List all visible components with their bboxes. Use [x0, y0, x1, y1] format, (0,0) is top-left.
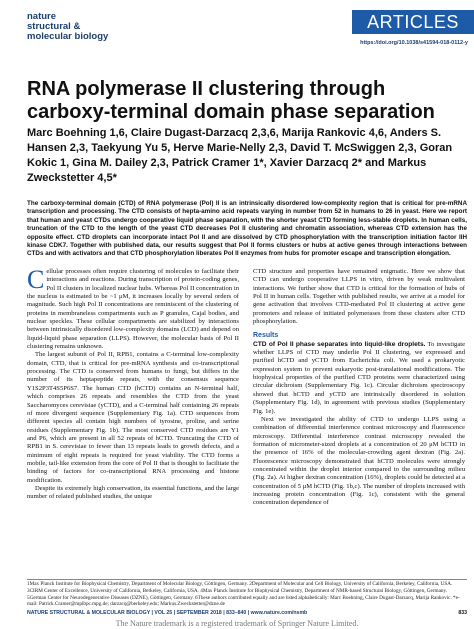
doi-link[interactable]: https://doi.org/10.1038/s41594-018-0112-y: [360, 40, 468, 46]
footnote-divider: [27, 579, 467, 580]
results-text: To investigate whether LLPS of CTD may underlie Pol II clustering, we expressed and purified hCTD and yCTD from Escherichia coli. We used a prokaryotic expression system to prevent eukaryotic post-translational modifications. The biophysical properties of the purified CTD proteins were characterized using circular dichroism (Supplementary Fig. 1c). Circular dichroism spectroscopy showed that hCTD and yCTD are intrinsically disordered in solution (Supplementary Fig. 1d), in agreement with previous studies (Supplementary Fig. 1e).: [253, 340, 466, 415]
section-heading-results: Results: [253, 332, 279, 340]
journal-logo-line1: nature: [27, 11, 57, 22]
intro-paragraph: [27, 265, 239, 351]
journal-logo-line3: molecular biology: [27, 31, 109, 42]
body-paragraph: Despite its extremely high conservation, its essential functions, and the large number of related published studies, the unique: [27, 484, 239, 501]
article-header: [0, 0, 474, 58]
body-paragraph: The largest subunit of Pol II, RPB1, contains a C-terminal low-complexity domain, CTD, that is critical for pre-mRNA synthesis and co-transcriptional processing. The CTD is conserved from humans to fungi, but differs in the number of its heptapeptide repeats, with the consensus sequence Y1S2P3T4S5P6S7. The human CTD (hCTD) contains an N-terminal half, which comprises 26 repeats and resembles the CTD from the yeast Saccharomyces cerevisiae (yCTD), and a C-terminal half containing 26 repeats of more divergent sequence (Supplementary Fig. 1a). CTD sequences from different species all contain high numbers of tyrosine, proline, and serine residues (Supplementary Fig. 1b). The most conserved CTD residues are Y1 and P6, which are present in all 52 repeats of hCTD. Truncating the CTD of RPB1 in S. cerevisiae to fewer than 13 repeats leads to growth defects, and a minimum of eight repeats is required for yeast viability. The CTD forms a mobile, tail-like extension from the core of Pol II that is thought to facilitate the binding of factors for co-transcriptional RNA processing and histone modification.: [27, 351, 239, 484]
page-number: 833: [458, 610, 467, 616]
drop-cap: C: [27, 265, 45, 294]
body-paragraph: Next we investigated the ability of CTD to undergo LLPS using a combination of differential interference contrast microscopy and fluorescence microscopy. Differential interference contrast microscopy revealed the formation of micrometer-sized droplets at a concentration of 20 μM hCTD in the presence of 16% of the molecular-crowding agent dextran (Fig. 2a). Fluorescence microscopy demonstrated that hCTD molecules were strongly concentrated within the droplet interior compared to the surrounding milieu (Fig. 2a). At higher dextran concentration (16%), droplets could be detected at a concentration of 5 μM hCTD (Fig. 1b,c). The number of droplets increased with increasing protein concentration (Fig. 1c), consistent with the general concentration dependence of: [253, 415, 465, 507]
journal-logo[interactable]: [27, 12, 108, 42]
section-tab: ARTICLES: [352, 10, 474, 34]
author-list: Marc Boehning 1,6, Claire Dugast-Darzacq 2,3,6, Marija Rankovic 4,6, Anders S. Hansen 2,3, Taekyung Yu 5, Herve Marie-Nelly 2,3, David T. McSwiggen 2,3, Goran Kokic 1, Gina M. Dailey 2,3, Patrick Cramer 1*, Xavier Darzacq 2* and Markus Zweckstetter 4,5*: [27, 127, 453, 184]
results-paragraph: [253, 341, 465, 416]
abstract: The carboxy-terminal domain (CTD) of RNA polymerase (Pol) II is an intrinsically disordered low-complexity region that is critical for pre-mRNA transcription and processing. The CTD consists of hepta-amino acid repeats varying in number from 52 in humans to 26 in yeast. Here we report that human and yeast CTDs undergo cooperative liquid phase separation, with the shorter yeast CTD forming less-stable droplets. In human cells, truncation of the CTD to the length of the yeast CTD decreases Pol II clustering and chromatin association, whereas CTD extension has the opposite effect. CTD droplets can incorporate intact Pol II and are dissolved by CTD phosphorylation with the transcription initiation factor IIH kinase CDK7. Together with published data, our results suggest that Pol II forms clusters or hubs at active genes through interactions between CTDs and with activators and that CTD phosphorylation liberates Pol II enzymes from hubs for promoter escape and transcription elongation.: [27, 200, 467, 258]
footer-citation[interactable]: NATURE STRUCTURAL & MOLECULAR BIOLOGY | VOL 25 | SEPTEMBER 2018 | 833–840 | www.nature.com/nsmb: [27, 610, 308, 616]
body-column-left: [27, 265, 239, 502]
trademark-notice: The Nature trademark is a registered trademark of Springer Nature Limited.: [115, 619, 359, 628]
body-paragraph: CTD structure and properties have remained enigmatic. Here we show that CTD can undergo cooperative LLPS in vitro, driven by weak multivalent interactions. We further show that CTD is critical for the formation of hubs of Pol II in human cells. Together with published results, we arrive at a model for gene activation that involves CTD-mediated Pol II clustering at active gene promoters and release of initiated polymerases from these clusters after CTD phosphorylation.: [253, 268, 465, 326]
body-column-right: [253, 268, 465, 508]
affiliations-footnote: 1Max Planck Institute for Biophysical Chemistry, Department of Molecular Biology, Göttingen, Germany. 2Department of Molecular and Cell Biology, University of California, Berkeley, California, USA. 3CIRM Center of Excellence, University of California, Berkeley, California, USA. 4Max Planck Institute for Biophysical Chemistry, Department of NMR-based Structural Biology, Göttingen, Germany. 5German Center for Neurodegenerative Diseases (DZNE), Göttingen, Germany. 6These authors contributed equally and are listed alphabetically: Marc Boehning, Claire Dugast-Darzacq, Marija Rankovic. *e-mail: Patrick.Cramer@mpibpc.mpg.de; darzacq@berkeley.edu; Markus.Zweckstetter@dzne.de: [27, 581, 460, 608]
intro-text: ellular processes often require clustering of molecules to facilitate their interactions and reactions. During transcription of protein-coding genes, Pol II clusters in localized nuclear hubs. Whereas Pol II concentration in the nucleus is estimated to be ~1 μM, it increases locally by several orders of magnitude. Such high Pol II concentrations are reminiscent of the clustering of proteins in membraneless compartments such as P granules, Cajal bodies, and nuclear speckles. These cellular compartments are stabilized by interactions between intrinsically disordered low-complexity domains (LCD) and depend on liquid-liquid phase separation (LLPS). However, the molecular basis of Pol II clustering remains unknown.: [27, 268, 239, 351]
journal-logo-line2: structural &: [27, 21, 81, 32]
article-title: RNA polymerase II clustering through carboxy-terminal domain phase separation: [27, 78, 435, 123]
subsection-lead: CTD of Pol II phase separates into liquid-like droplets.: [253, 340, 426, 348]
